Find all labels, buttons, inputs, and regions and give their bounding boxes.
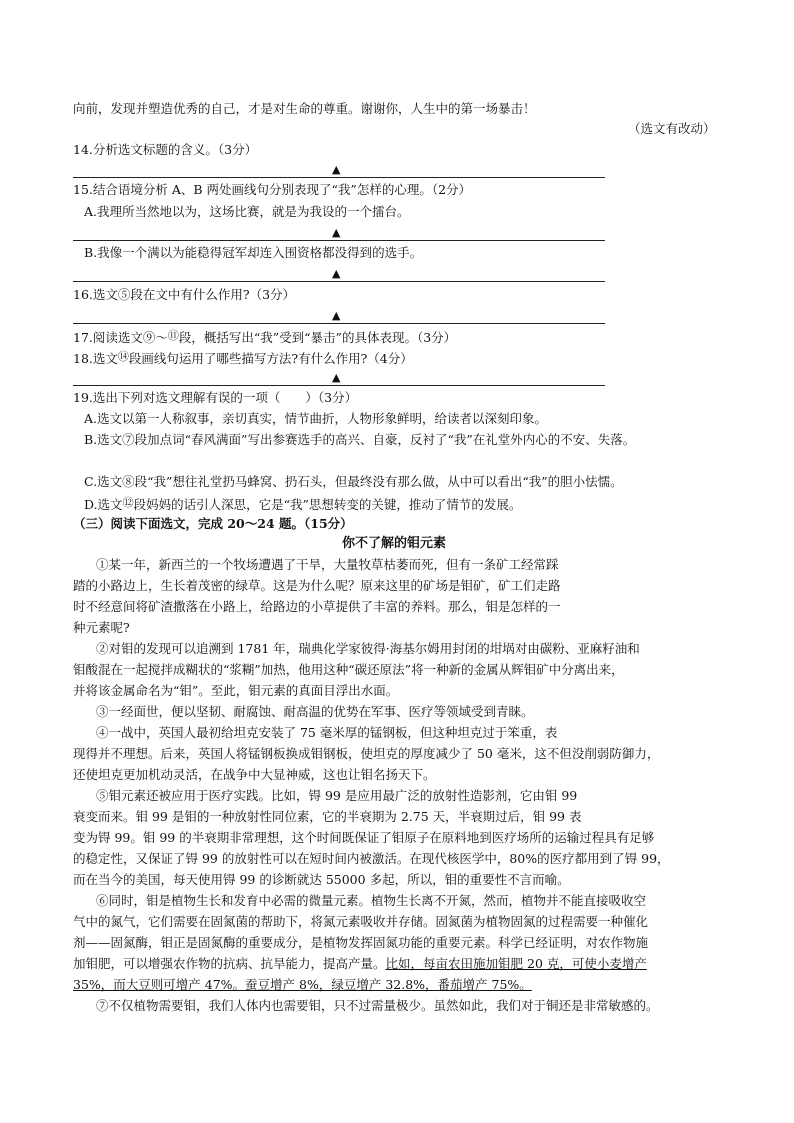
paragraph-5-line: 而在当今的美国，每天使用锝 99 的诊断就达 55000 多起，所以，钼的重要性不言而喻。: [73, 872, 570, 887]
p6-text: 加钼肥，可以增强农作物的抗病、抗旱能力，提高产量。: [73, 956, 386, 971]
answer-line: [73, 177, 605, 178]
paragraph-number: ⑫: [122, 496, 134, 509]
q19d-text-a: D.选文: [84, 497, 123, 512]
question-18: [73, 348, 413, 368]
answer-marker: ▲: [332, 371, 341, 384]
paragraph-5-line: 变为锝 99。钼 99 的半衰期非常理想，这个时间既保证了钼原子在原料地到医疗场所的运输过程具有足够: [73, 830, 655, 845]
question-19: 19.选出下列对选文理解有误的一项（ ）（3分）: [73, 390, 358, 405]
answer-line: [73, 240, 605, 241]
paragraph-5-line: ⑤钼元素还被应用于医疗实践。比如，锝 99 是应用最广泛的放射性造影剂，它由钼 99: [96, 788, 578, 803]
q17-text-b: 段，概括写出“我”受到“暴击”的具体表现。（3分）: [178, 330, 457, 345]
q19d-text-b: 段妈妈的话引人深思，它是“我”思想转变的关键，推动了情节的发展。: [133, 497, 522, 512]
answer-marker: ▲: [332, 163, 341, 176]
q18-text-a: 18.选文: [73, 351, 118, 366]
underlined-sentence: 35%，而大豆则可增产 47%。蚕豆增产 8%，绿豆增产 32.8%，番茄增产 75%。: [73, 977, 532, 992]
question-15: 15.结合语境分析 A、B 两处画线句分别表现了“我”怎样的心理。（2分）: [73, 182, 472, 197]
answer-marker: ▲: [332, 267, 341, 280]
paragraph-number: ⑭: [117, 350, 129, 363]
answer-line: [73, 385, 605, 386]
paragraph-5-line: 衰变而来。钼 99 是钼的一种放射性同位素，它的半衰期为 2.75 天，半衰期过后，钼 99 表: [73, 809, 582, 824]
question-14: 14.分析选文标题的含义。（3分）: [73, 142, 258, 157]
answer-marker: ▲: [332, 226, 341, 239]
underlined-sentence: 比如，每亩农田施加钼肥 20 克，可使小麦增产: [385, 956, 647, 971]
answer-marker: ▲: [332, 309, 341, 322]
paragraph-1-line: 时不经意间将矿渣撒落在小路上，给路边的小草提供了丰富的养料。那么，钼是怎样的一: [73, 599, 561, 614]
paragraph-3-line: ③一经面世，便以坚韧、耐腐蚀、耐高温的优势在军事、医疗等领域受到青睐。: [96, 704, 534, 719]
question-15-option-a: A.我理所当然地以为，这场比赛，就是为我设的一个擂台。: [84, 204, 410, 219]
question-17: [73, 327, 456, 347]
source-note: （选文有改动）: [628, 121, 716, 136]
paragraph-4-line: 还使坦克更加机动灵活，在战争中大显神威，这也让钼名扬天下。: [73, 767, 436, 782]
question-19-option-c: C.选文⑧段“我”想往礼堂扔马蜂窝、扔石头，但最终没有那么做，从中可以看出“我”的胆小怯懦。: [84, 474, 623, 489]
paragraph-5-line: 的稳定性，又保证了锝 99 的放射性可以在短时间内被激活。在现代核医学中，80%的医疗都用到了锝 99，: [73, 851, 670, 866]
paragraph-7-line: ⑦不仅植物需要钼，我们人体内也需要钼，只不过需量极少。虽然如此，我们对于铜还是非常敏感的。: [96, 998, 659, 1013]
q18-text-b: 段画线句运用了哪些描写方法?有什么作用?（4分）: [128, 351, 413, 366]
paragraph-2-line: 并将该金属命名为“钼”。至此，钼元素的真面目浮出水面。: [73, 683, 399, 698]
article-title: 你不了解的钼元素: [342, 536, 447, 551]
question-19-option-b: B.选文⑦段加点词“春风满面”写出参赛选手的高兴、自豪，反衬了“我”在礼堂外内心的不安、失落。: [84, 432, 636, 447]
paragraph-6-line: [73, 955, 647, 973]
q17-text-a: 17.阅读选文⑨～: [73, 330, 168, 345]
text-line: 向前，发现并塑造优秀的自己，才是对生命的尊重。谢谢你，人生中的第一场暴击！: [73, 101, 536, 116]
answer-line: [73, 323, 605, 324]
paragraph-6-line: 剂——固氮酶，钼正是固氮酶的重要成分，是植物发挥固氮功能的重要元素。科学已经证明，对农作物施: [73, 935, 649, 950]
paragraph-1-line: 踏的小路边上，生长着茂密的绿草。这是为什么呢？原来这里的矿场是钼矿，矿工们走路: [73, 578, 561, 593]
paragraph-number: ⑪: [167, 329, 179, 342]
paragraph-6-line: ⑥同时，钼是植物生长和发育中必需的微量元素。植物生长离不开氮，然而，植物并不能直接吸收空: [96, 893, 647, 908]
paragraph-2-line: 钼酸混在一起搅拌成糊状的“浆糊”加热，他用这种“碳还原法”将一种新的金属从辉钼矿中分离出来，: [73, 662, 624, 677]
question-16: 16.选文⑤段在文中有什么作用?（3分）: [73, 287, 296, 302]
paragraph-2-line: ②对钼的发现可以追溯到 1781 年，瑞典化学家彼得·海基尔姆用封闭的坩埚对由碳粉、亚麻籽油和: [96, 641, 640, 656]
paragraph-1-line: ①某一年，新西兰的一个牧场遭遇了干旱，大量牧草枯萎而死，但有一条矿工经常踩: [96, 557, 559, 572]
paragraph-6-line: 气中的氮气，它们需要在固氮菌的帮助下，将氮元素吸收并存储。固氮菌为植物固氮的过程需要一种催化: [73, 914, 649, 929]
paragraph-1-line: 种元素呢?: [73, 620, 130, 635]
answer-line: [73, 281, 605, 282]
paragraph-4-line: 现得并不理想。后来，英国人将锰钢板换成钼钢板，使坦克的厚度减少了 50 毫米，这不但没削弱防御力，: [73, 746, 660, 761]
section-heading: （三）阅读下面选文，完成 20～24 题。（15分）: [73, 516, 353, 531]
question-19-option-d: [84, 494, 521, 514]
question-15-option-b: B.我像一个满以为能稳得冠军却连入围资格都没得到的选手。: [84, 245, 423, 260]
question-19-option-a: A.选文以第一人称叙事，亲切真实，情节曲折，人物形象鲜明，给读者以深刻印象。: [84, 411, 548, 426]
paragraph-4-line: ④一战中，英国人最初给坦克安装了 75 毫米厚的锰钢板，但这种坦克过于笨重，表: [96, 725, 558, 740]
